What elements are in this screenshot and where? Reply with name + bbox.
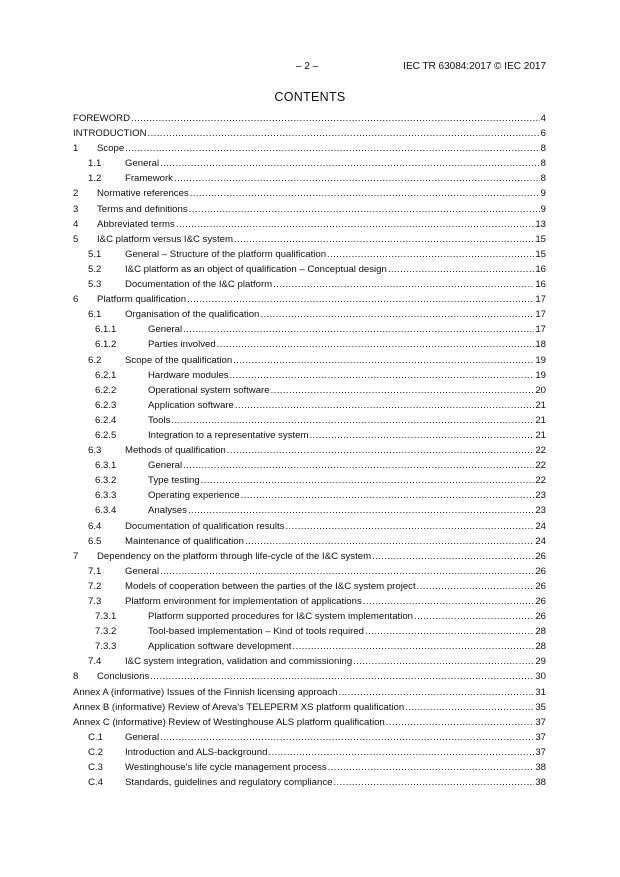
toc-leader-dots — [174, 171, 540, 186]
toc-row[interactable] — [73, 685, 546, 700]
toc-title: Integration to a representative system — [148, 429, 309, 441]
toc-page-number: 37 — [535, 731, 546, 743]
toc-title: General — [148, 324, 183, 336]
toc-title: I&C platform versus I&C system — [97, 233, 233, 245]
toc-title: Methods of qualification — [125, 445, 226, 457]
toc-page-number: 26 — [535, 611, 546, 623]
toc-title: I&C platform as an object of qualification – Conceptual design — [125, 263, 387, 275]
toc-row[interactable] — [73, 428, 546, 443]
toc-page-number: 15 — [535, 248, 546, 260]
toc-number: 7.3.2 — [95, 626, 117, 638]
toc-title: Platform qualification — [97, 294, 187, 306]
toc-title: Analyses — [148, 505, 187, 517]
toc-row[interactable] — [73, 443, 546, 458]
toc-row[interactable] — [73, 654, 546, 669]
toc-title: Operating experience — [148, 490, 240, 502]
toc-page-number: 23 — [535, 505, 546, 517]
toc-leader-dots — [339, 685, 535, 700]
toc-number: 7.1 — [88, 565, 102, 577]
toc-title: Application software — [148, 399, 234, 411]
toc-leader-dots — [285, 519, 534, 534]
toc-leader-dots — [235, 398, 534, 413]
toc-page-number: 17 — [535, 309, 546, 321]
toc-leader-dots — [328, 760, 535, 775]
toc-title: Parties involved — [148, 339, 216, 351]
toc-page-number: 26 — [535, 580, 546, 592]
toc-page-number: 16 — [535, 263, 546, 275]
toc-leader-dots — [230, 368, 535, 383]
toc-row[interactable] — [73, 307, 546, 322]
toc-title: Annex C (informative) Review of Westinghouse ALS platform qualification — [73, 716, 385, 728]
toc-leader-dots — [201, 473, 535, 488]
toc-title: Documentation of the I&C platform — [125, 279, 273, 291]
toc-row[interactable] — [73, 473, 546, 488]
toc-leader-dots — [227, 443, 535, 458]
toc-number: 7.4 — [88, 656, 102, 668]
table-of-contents — [73, 111, 546, 790]
toc-row[interactable] — [73, 669, 546, 684]
toc-page-number: 17 — [535, 294, 546, 306]
toc-row[interactable] — [73, 624, 546, 639]
toc-title: Annex B (informative) Review of Areva's TELEPERM XS platform qualification — [73, 701, 405, 713]
toc-page-number: 30 — [535, 671, 546, 683]
toc-number: 1 — [73, 143, 79, 155]
toc-number: 6.1 — [88, 309, 102, 321]
toc-leader-dots — [372, 549, 534, 564]
toc-page-number: 9 — [540, 188, 546, 200]
toc-page-number: 35 — [535, 701, 546, 713]
toc-row[interactable] — [73, 126, 546, 141]
toc-page-number: 6 — [540, 128, 546, 140]
toc-number: 7.3.3 — [95, 641, 117, 653]
toc-number: 6.3.4 — [95, 505, 117, 517]
toc-page-number: 18 — [535, 339, 546, 351]
toc-page-number: 29 — [535, 656, 546, 668]
toc-page-number: 8 — [540, 143, 546, 155]
toc-leader-dots — [245, 534, 534, 549]
toc-page-number: 24 — [535, 520, 546, 532]
toc-leader-dots — [234, 232, 534, 247]
toc-row[interactable] — [73, 156, 546, 171]
toc-leader-dots — [160, 730, 534, 745]
toc-title: General — [148, 460, 183, 472]
toc-row[interactable] — [73, 458, 546, 473]
toc-number: 6 — [73, 294, 79, 306]
toc-page-number: 22 — [535, 445, 546, 457]
toc-number: 5.3 — [88, 279, 102, 291]
toc-row[interactable] — [73, 564, 546, 579]
toc-page-number: 38 — [535, 777, 546, 789]
toc-leader-dots — [273, 277, 534, 292]
toc-page-number: 16 — [535, 279, 546, 291]
toc-row[interactable] — [73, 579, 546, 594]
toc-page-number: 22 — [535, 475, 546, 487]
toc-title: FOREWORD — [73, 113, 131, 124]
toc-page-number: 17 — [535, 324, 546, 336]
toc-number: 8 — [73, 671, 79, 683]
toc-row[interactable] — [73, 715, 546, 730]
toc-row[interactable] — [73, 488, 546, 503]
toc-leader-dots — [131, 111, 540, 126]
toc-leader-dots — [365, 624, 534, 639]
toc-row[interactable] — [73, 217, 546, 232]
contents-title: CONTENTS — [274, 90, 346, 104]
toc-number: 6.2.5 — [95, 429, 117, 441]
toc-title: Abbreviated terms — [97, 218, 175, 230]
toc-row[interactable] — [73, 775, 546, 790]
toc-number: 1.2 — [88, 173, 102, 185]
toc-leader-dots — [268, 745, 534, 760]
toc-page-number: 19 — [535, 354, 546, 366]
toc-number: 6.1.1 — [95, 324, 117, 336]
toc-page-number: 21 — [535, 429, 546, 441]
toc-leader-dots — [190, 186, 540, 201]
toc-leader-dots — [327, 247, 534, 262]
toc-row[interactable] — [73, 503, 546, 518]
toc-row[interactable] — [73, 534, 546, 549]
toc-title: Hardware modules — [148, 369, 229, 381]
toc-row[interactable] — [73, 745, 546, 760]
toc-page-number: 37 — [535, 746, 546, 758]
toc-number: 3 — [73, 203, 79, 215]
toc-title: Conclusions — [97, 671, 150, 683]
toc-number: C.4 — [88, 777, 103, 789]
toc-number: 6.2 — [88, 354, 102, 366]
toc-title: Maintenance of qualification — [125, 535, 244, 547]
toc-leader-dots — [405, 700, 534, 715]
toc-leader-dots — [271, 383, 535, 398]
toc-page-number: 24 — [535, 535, 546, 547]
toc-leader-dots — [125, 141, 539, 156]
toc-leader-dots — [388, 262, 534, 277]
toc-leader-dots — [187, 292, 534, 307]
toc-leader-dots — [160, 156, 540, 171]
toc-number: 6.4 — [88, 520, 102, 532]
toc-number: 6.3.3 — [95, 490, 117, 502]
toc-row[interactable] — [73, 247, 546, 262]
toc-title: Annex A (informative) Issues of the Finnish licensing approach — [73, 686, 338, 698]
toc-page-number: 13 — [535, 218, 546, 230]
toc-title: Dependency on the platform through life-cycle of the I&C system — [97, 550, 372, 562]
toc-leader-dots — [171, 413, 534, 428]
toc-page-number: 28 — [535, 626, 546, 638]
toc-number: 6.2.4 — [95, 414, 117, 426]
toc-number: 5 — [73, 233, 79, 245]
toc-title: Documentation of qualification results — [125, 520, 285, 532]
toc-title: Type testing — [148, 475, 200, 487]
toc-page-number: 28 — [535, 641, 546, 653]
toc-row[interactable] — [73, 322, 546, 337]
toc-number: 6.2.3 — [95, 399, 117, 411]
page-number: – 2 – — [296, 61, 319, 72]
toc-number: 6.3.1 — [95, 460, 117, 472]
toc-title: Terms and definitions — [97, 203, 188, 215]
toc-title: Models of cooperation between the parties of the I&C system project — [125, 580, 416, 592]
toc-leader-dots — [417, 579, 535, 594]
toc-title: General — [125, 158, 160, 170]
toc-row[interactable] — [73, 262, 546, 277]
toc-leader-dots — [217, 337, 535, 352]
toc-number: 6.2.1 — [95, 369, 117, 381]
toc-leader-dots — [183, 458, 534, 473]
toc-leader-dots — [260, 307, 534, 322]
toc-row[interactable] — [73, 353, 546, 368]
toc-row[interactable] — [73, 383, 546, 398]
toc-title: Platform supported procedures for I&C system implementation — [148, 611, 414, 623]
toc-row[interactable] — [73, 186, 546, 201]
toc-leader-dots — [310, 428, 535, 443]
toc-number: 7.3 — [88, 596, 102, 607]
toc-row[interactable] — [73, 337, 546, 352]
toc-title: I&C system integration, validation and commissioning — [125, 656, 353, 668]
toc-page-number: 4 — [540, 113, 546, 124]
toc-number: 6.3 — [88, 445, 102, 457]
toc-row[interactable] — [73, 171, 546, 186]
toc-leader-dots — [386, 715, 535, 730]
toc-page-number: 9 — [540, 203, 546, 215]
toc-number: 6.1.2 — [95, 339, 117, 351]
toc-row[interactable] — [73, 398, 546, 413]
toc-number: 2 — [73, 188, 79, 200]
toc-title: Tool-based implementation – Kind of tools required — [148, 626, 364, 638]
toc-number: 1.1 — [88, 158, 102, 170]
toc-leader-dots — [150, 669, 534, 684]
toc-row[interactable] — [73, 413, 546, 428]
toc-row[interactable] — [73, 609, 546, 624]
toc-title: General — [125, 565, 160, 577]
toc-page-number: 8 — [540, 173, 546, 185]
toc-number: 7.2 — [88, 580, 102, 592]
toc-leader-dots — [363, 594, 535, 609]
toc-row[interactable] — [73, 292, 546, 307]
toc-title: Introduction and ALS-background — [125, 746, 268, 758]
document-reference: IEC TR 63084:2017 © IEC 2017 — [403, 61, 546, 72]
toc-leader-dots — [188, 503, 534, 518]
toc-page-number: 26 — [535, 596, 546, 607]
toc-page-number: 15 — [535, 233, 546, 245]
toc-leader-dots — [189, 202, 540, 217]
toc-row[interactable] — [73, 277, 546, 292]
toc-leader-dots — [414, 609, 534, 624]
toc-page-number: 26 — [535, 550, 546, 562]
toc-page-number: 23 — [535, 490, 546, 502]
toc-row[interactable] — [73, 594, 546, 609]
toc-leader-dots — [160, 564, 534, 579]
toc-leader-dots — [176, 217, 534, 232]
toc-leader-dots — [241, 488, 535, 503]
toc-page-number: 19 — [535, 369, 546, 381]
toc-title: Normative references — [97, 188, 189, 200]
toc-page-number: 22 — [535, 460, 546, 472]
toc-row[interactable] — [73, 232, 546, 247]
toc-title: General – Structure of the platform qualification — [125, 248, 327, 260]
toc-title: Tools — [148, 414, 171, 426]
toc-row[interactable] — [73, 639, 546, 654]
toc-number: 5.1 — [88, 248, 102, 260]
toc-number: 7.3.1 — [95, 611, 117, 623]
toc-number: 4 — [73, 218, 79, 230]
toc-leader-dots — [233, 353, 534, 368]
toc-leader-dots — [148, 126, 540, 141]
toc-leader-dots — [292, 639, 534, 654]
toc-row[interactable] — [73, 141, 546, 156]
toc-title: Framework — [125, 173, 173, 185]
toc-title: Platform environment for implementation of applications — [125, 596, 362, 607]
toc-page-number: 21 — [535, 399, 546, 411]
toc-page-number: 38 — [535, 762, 546, 774]
toc-number: 5.2 — [88, 263, 102, 275]
toc-number: C.2 — [88, 746, 103, 758]
toc-title: Operational system software — [148, 384, 270, 396]
toc-number: 7 — [73, 550, 79, 562]
toc-row[interactable] — [73, 760, 546, 775]
toc-row[interactable] — [73, 519, 546, 534]
toc-row[interactable] — [73, 700, 546, 715]
toc-page-number: 21 — [535, 414, 546, 426]
toc-title: Scope — [97, 143, 125, 155]
toc-row[interactable] — [73, 549, 546, 564]
toc-title: Westinghouse's life cycle management process — [125, 762, 327, 774]
toc-page-number: 37 — [535, 716, 546, 728]
toc-row[interactable] — [73, 730, 546, 745]
toc-title: General — [125, 731, 160, 743]
toc-row[interactable] — [73, 111, 546, 126]
toc-page-number: 26 — [535, 565, 546, 577]
toc-title: Scope of the qualification — [125, 354, 233, 366]
toc-leader-dots — [353, 654, 534, 669]
toc-row[interactable] — [73, 368, 546, 383]
toc-number: C.3 — [88, 762, 103, 774]
toc-page-number: 8 — [540, 158, 546, 170]
toc-leader-dots — [183, 322, 534, 337]
toc-page-number: 20 — [535, 384, 546, 396]
toc-number: 6.3.2 — [95, 475, 117, 487]
toc-number: 6.5 — [88, 535, 102, 547]
toc-title: Organisation of the qualification — [125, 309, 260, 321]
toc-number: 6.2.2 — [95, 384, 117, 396]
page-header — [0, 61, 620, 75]
toc-page-number: 31 — [535, 686, 546, 698]
toc-title: INTRODUCTION — [73, 128, 147, 140]
toc-row[interactable] — [73, 202, 546, 217]
toc-number: C.1 — [88, 731, 103, 743]
toc-title: Standards, guidelines and regulatory compliance — [125, 777, 333, 789]
toc-leader-dots — [333, 775, 534, 790]
toc-title: Application software development — [148, 641, 292, 653]
